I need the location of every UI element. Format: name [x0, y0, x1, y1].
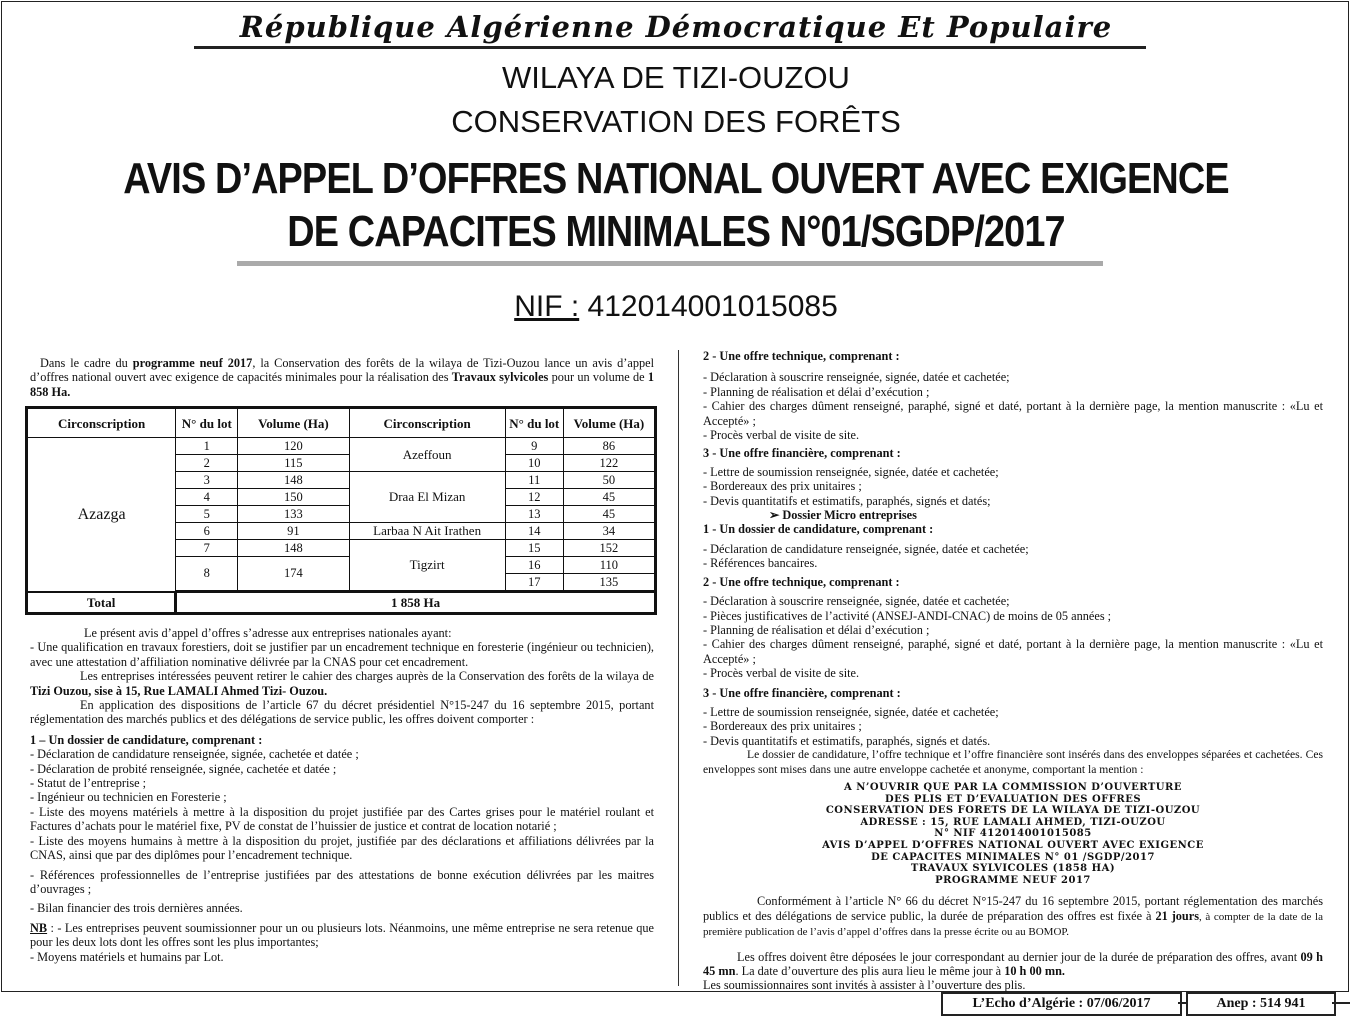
list-item: - Déclaration à souscrire renseignée, signée, datée et cachetée; [703, 370, 1010, 385]
lot-cell: 16 [505, 557, 563, 574]
header-divider [194, 46, 1146, 49]
vol-cell: 91 [238, 523, 349, 540]
table-header-row [27, 408, 656, 438]
duration-text-1: Conformément à l’article N° 66 du décret N°15-247 du 16 septembre 2015, portant réglementation des marchés publics et des délégations de service public, la durée de préparation des offres est fixée à [703, 894, 1323, 923]
financial-heading: 3 - Une offre financière, comprenant : [703, 446, 901, 461]
lot-cell: 4 [176, 489, 238, 506]
intro-text-1: Dans le cadre du [40, 356, 133, 370]
intro-volume: 1 858 Ha. [30, 370, 655, 399]
micro-candidature-heading: 1 - Un dossier de candidature, comprenant : [703, 522, 934, 537]
duration-text [703, 894, 1323, 939]
vol-cell: 148 [238, 472, 349, 489]
qualification-text: - Une qualification en travaux forestiers, doit se justifier par un encadrement technique en foresterie (ingénieur ou technicien), avec une attestation d’affiliation nominative délivrée par la CNAS pour cet encadrement. [30, 640, 654, 669]
vol-cell: 45 [563, 506, 655, 523]
column-divider [678, 350, 679, 986]
spacer [703, 940, 1323, 950]
th-lot-1: N° du lot [176, 408, 238, 438]
table-row [27, 438, 656, 455]
mention-line: DES PLIS ET D’EVALUATION DES OFFRES [884, 793, 1142, 805]
total-label: Total [27, 592, 176, 614]
lot-cell: 3 [176, 472, 238, 489]
list-item: - Bilan financier des trois dernières années. [30, 901, 243, 916]
withdrawal-text-1: Les entreprises intéressées peuvent retirer le cahier des charges auprès de la Conservation des forêts de la wilaya de [80, 669, 654, 684]
list-item: - Références bancaires. [703, 556, 818, 571]
mention-line: DE CAPACITES MINIMALES N° 01 /SGDP/2017 [871, 851, 1155, 863]
vol-cell: 50 [563, 472, 655, 489]
list-item: - Déclaration de candidature renseignée, signée, cachetée et datée ; [30, 747, 359, 762]
mention-line: N° NIF 412014001015085 [934, 828, 1092, 840]
vol-cell: 152 [563, 540, 655, 557]
list-item: - Liste des moyens matériels à mettre à la disposition du projet justifiée par des Cartes grises pour le matériel roulant et Factures d’achats pour le matériel fixe, PV de constat de l’huissier de justice et contrat de location notarié ; [30, 804, 654, 834]
vol-cell: 150 [238, 489, 349, 506]
vol-cell: 174 [238, 557, 349, 591]
circ-tigzirt: Tigzirt [349, 540, 505, 591]
conservation-title: CONSERVATION DES FORÊTS [451, 104, 901, 139]
vol-cell: 86 [563, 438, 655, 455]
spacer [703, 886, 1323, 894]
nb-last: - Moyens matériels et humains par Lot. [30, 949, 224, 964]
list-item: - Cahier des charges dûment renseigné, paraphé, signé et daté, portant à la dernière page, la mention manuscrite : «Lu et Accepté» ; [703, 399, 1323, 428]
nb-label: NB [30, 920, 48, 935]
lot-cell: 14 [505, 523, 563, 540]
lot-cell: 6 [176, 523, 238, 540]
mention-line: PROGRAMME NEUF 2017 [935, 874, 1091, 886]
vol-cell: 115 [238, 455, 349, 472]
title-divider [237, 261, 1103, 266]
micro-technical-heading: 2 - Une offre technique, comprenant : [703, 574, 900, 589]
list-item: - Planning de réalisation et délai d’exécution ; [703, 622, 930, 637]
envelope-mention [703, 782, 1323, 886]
th-vol-1: Volume (Ha) [238, 408, 349, 438]
intro-works: Travaux sylvicoles [451, 370, 549, 385]
circ-azazga: Azazga [27, 438, 176, 593]
nif-value: 412014001015085 [587, 290, 838, 323]
deposit-text-1: Les offres doivent être déposées le jour correspondant au dernier jour de la durée de préparation des offres, avant [737, 949, 1301, 964]
lot-cell: 8 [176, 557, 238, 591]
lot-cell: 15 [505, 540, 563, 557]
vol-cell: 120 [238, 438, 349, 455]
journal-box: L’Echo d’Algérie : 07/06/2017 [941, 992, 1182, 1016]
list-item: - Planning de réalisation et délai d’exécution ; [703, 384, 930, 399]
mention-line: AVIS D’APPEL D’OFFRES NATIONAL OUVERT AVEC EXIGENCE [822, 839, 1204, 851]
lot-cell: 9 [505, 438, 563, 455]
nif-label: NIF : [514, 290, 580, 323]
list-item: - Références professionnelles de l’entreprise justifiées par des attestations de bonne exécution délivrées par les maitres d’ouvrages ; [30, 867, 654, 896]
intro-program: programme neuf 2017 [132, 356, 253, 370]
mention-line: CONSERVATION DES FORETS DE LA WILAYA DE TIZI-OUZOU [825, 805, 1201, 817]
anep-box: Anep : 514 941 [1186, 992, 1336, 1016]
micro-heading: ➢ Dossier Micro entreprises [769, 508, 917, 523]
mention-line: TRAVAUX SYLVICOLES (1858 HA) [910, 863, 1116, 875]
list-item: - Procès verbal de visite de site. [703, 428, 860, 443]
spacer [703, 363, 1323, 370]
vol-cell: 133 [238, 506, 349, 523]
intro-text-2: , la Conservation des forêts de la wilaya de Tizi-Ouzou lance un avis d’appel d’offres national ouvert avec exigence de capacités minimales pour la réalisation des [30, 356, 655, 385]
intro-paragraph [30, 356, 654, 399]
list-item: - Procès verbal de visite de site. [703, 666, 860, 681]
lot-cell: 13 [505, 506, 563, 523]
envelope-text: Le dossier de candidature, l’offre technique et l’offre financière sont insérés dans des enveloppes séparées et cachetées. Ces enveloppes sont mises dans une autre enveloppe cachetée et anonyme, comportant la mention : [703, 748, 1323, 776]
list-item: - Déclaration à souscrire renseignée, signée, datée et cachetée; [703, 594, 1010, 609]
vol-cell: 135 [563, 574, 655, 591]
th-lot-2: N° du lot [505, 408, 563, 438]
list-item: - Pièces justificatives de l’activité (ANSEJ-ANDI-CNAC) de moins de 05 années ; [703, 608, 1112, 623]
opening-time: 10 h 00 mn. [1004, 963, 1065, 978]
nif-line [0, 290, 1352, 324]
lots-table [25, 406, 657, 615]
notice-title-line1: AVIS D’APPEL D’OFFRES NATIONAL OUVERT AVEC EXIGENCE [123, 154, 1229, 203]
candidature-heading: 1 – Un dossier de candidature, comprenant : [30, 732, 263, 747]
duration-days: 21 jours [1155, 908, 1200, 923]
duration-text-2: , à compter de la date de la première publication de l’avis d’appel d’offres dans la presse écrite ou au BOMOP. [703, 910, 1323, 939]
lot-cell: 1 [176, 438, 238, 455]
list-item: - Déclaration de candidature renseignée, signée, datée et cachetée; [703, 541, 1029, 556]
micro-financial-heading: 3 - Une offre financière, comprenant : [703, 685, 901, 700]
list-item: - Devis quantitatifs et estimatifs, paraphés, signés et datés. [703, 733, 991, 748]
list-item: - Bordereaux des prix unitaires ; [703, 719, 862, 734]
nb-text: : - Les entreprises peuvent soumissionner pour un ou plusieurs lots. Néanmoins, une même entreprise ne sera retenue que pour les deux lots dont les offres sont les plus importantes; [30, 920, 654, 950]
list-item: - Ingénieur ou technicien en Foresterie ; [30, 790, 227, 805]
circ-azeffoun: Azeffoun [349, 438, 505, 472]
withdrawal-address: Tizi Ouzou, sise à 15, Rue LAMALI Ahmed Tizi- Ouzou. [30, 683, 328, 698]
mention-line: A N’OUVRIR QUE PAR LA COMMISSION D’OUVERTURE [844, 781, 1182, 793]
lot-cell: 7 [176, 540, 238, 557]
audience-text: Le présent avis d’appel d’offres s’adresse aux entreprises nationales ayant: [84, 626, 452, 640]
technical-heading: 2 - Une offre technique, comprenant : [703, 349, 900, 363]
mention-line: ADRESSE : 15, RUE LAMALI AHMED, TIZI-OUZOU [860, 816, 1166, 828]
lot-cell: 12 [505, 489, 563, 506]
wilaya-title: WILAYA DE TIZI-OUZOU [502, 60, 850, 95]
invitation-text: Les soumissionnaires sont invités à assister à l’ouverture des plis. [703, 978, 1026, 993]
th-circ-2: Circonscription [349, 408, 505, 438]
list-item: - Statut de l’entreprise ; [30, 776, 147, 791]
vol-cell: 122 [563, 455, 655, 472]
lot-cell: 11 [505, 472, 563, 489]
right-body [703, 349, 1323, 993]
list-item: - Lettre de soumission renseignée, signée, datée et cachetée; [703, 464, 999, 479]
deposit-time: 09 h 45 mn [703, 949, 1323, 978]
application-text: En application des dispositions de l’article 67 du décret présidentiel N°15-247 du 16 septembre 2015, portant réglementation des marchés publics et des délégations de service public, les offres doivent comporter : [30, 698, 654, 727]
vol-cell: 45 [563, 489, 655, 506]
vol-cell: 110 [563, 557, 655, 574]
vol-cell: 34 [563, 523, 655, 540]
total-value: 1 858 Ha [176, 592, 656, 614]
list-item: - Lettre de soumission renseignée, signée, datée et cachetée; [703, 704, 999, 719]
republic-header: République Algérienne Démocratique Et Populaire [239, 10, 1113, 44]
lot-cell: 2 [176, 455, 238, 472]
vol-cell: 148 [238, 540, 349, 557]
nb-note [30, 921, 654, 950]
withdrawal-text [30, 669, 654, 698]
list-item: - Liste des moyens humains à mettre à la disposition du projet, justifiée par des déclarations et affiliations délivrées par la CNAS, ainsi que par des diplômes pour l’encadrement technique. [30, 833, 654, 863]
notice-title-line2: DE CAPACITES MINIMALES N°01/SGDP/2017 [287, 207, 1065, 256]
lot-cell: 17 [505, 574, 563, 591]
list-item: - Devis quantitatifs et estimatifs, paraphés, signés et datés; [703, 493, 991, 508]
lot-cell: 10 [505, 455, 563, 472]
circ-larbaa: Larbaa N Ait Irathen [349, 523, 505, 540]
list-item: - Cahier des charges dûment renseigné, paraphé, signé et daté, portant à la dernière page, la mention manuscrite : «Lu et Accepté» ; [703, 637, 1323, 666]
deposit-text [703, 950, 1323, 979]
lot-cell: 5 [176, 506, 238, 523]
list-item: - Bordereaux des prix unitaires ; [703, 479, 862, 494]
th-vol-2: Volume (Ha) [563, 408, 655, 438]
left-body [30, 626, 654, 964]
circ-draa-el-mizan: Draa El Mizan [349, 472, 505, 523]
notice-title [95, 152, 1258, 258]
list-item: - Déclaration de probité renseignée, signée, cachetée et datée ; [30, 761, 337, 776]
total-row [27, 592, 656, 614]
intro-text-3: pour un volume de [548, 370, 648, 385]
th-circ-1: Circonscription [27, 408, 176, 438]
deposit-text-2: . La date d’ouverture des plis aura lieu le même jour à [735, 963, 1005, 978]
